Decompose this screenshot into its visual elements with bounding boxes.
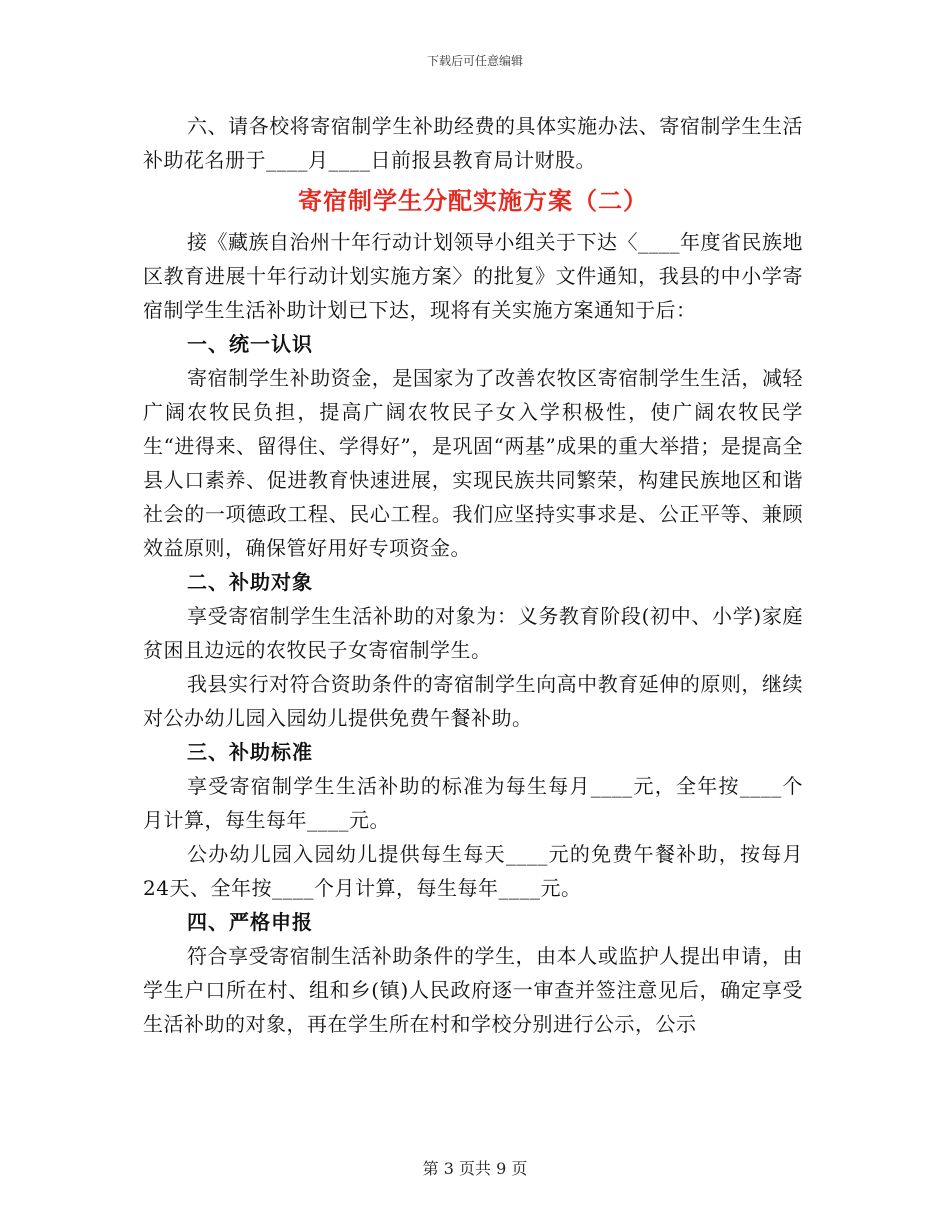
document-body <box>143 109 803 1041</box>
document-title: 寄宿制学生分配实施方案（二） <box>298 186 648 215</box>
paragraph-six: 六、请各校将寄宿制学生补助经费的具体实施办法、寄宿制学生生活补助花名册于____月____日前报县教育局计财股。 <box>143 114 803 172</box>
section-heading-1: 一、统一认识 <box>187 332 313 356</box>
page-header: 下载后可任意编辑 <box>426 54 523 68</box>
section-2-paragraph-b: 我县实行对符合资助条件的寄宿制学生向高中教育延伸的原则，继续对公办幼儿园入园幼儿提供免费午餐补助。 <box>143 672 803 730</box>
page-footer: 第 3 页共 9 页 <box>422 1159 528 1178</box>
section-2-paragraph-a: 享受寄宿制学生生活补助的对象为：义务教育阶段(初中、小学)家庭贫困且边远的农牧民子女寄宿制学生。 <box>143 604 803 662</box>
section-3-paragraph-a: 享受寄宿制学生生活补助的标准为每生每月____元，全年按____个月计算，每生每年____元。 <box>143 774 803 832</box>
section-3-paragraph-b: 公办幼儿园入园幼儿提供每生每天____元的免费午餐补助，按每月24天、全年按____个月计算，每生每年____元。 <box>143 842 803 900</box>
section-heading-4: 四、严格申报 <box>187 910 313 934</box>
section-1-paragraph: 寄宿制学生补助资金，是国家为了改善农牧区寄宿制学生生活，减轻广阔农牧民负担，提高广阔农牧民子女入学积极性，使广阔农牧民学生“进得来、留得住、学得好”，是巩固“两基”成果的重大举措；是提高全县人口素养、促进教育快速进展，实现民族共同繁荣，构建民族地区和谐社会的一项德政工程、民心工程。我们应坚持实事求是、公正平等、兼顾效益原则，确保管好用好专项资金。 <box>143 366 803 560</box>
intro-paragraph: 接《藏族自治州十年行动计划领导小组关于下达〈____年度省民族地区教育进展十年行动计划实施方案〉的批复》文件通知，我县的中小学寄宿制学生生活补助计划已下达，现将有关实施方案通知于后： <box>143 230 803 322</box>
section-heading-3: 三、补助标准 <box>187 740 313 764</box>
section-heading-2: 二、补助对象 <box>187 570 313 594</box>
section-4-paragraph: 符合享受寄宿制生活补助条件的学生，由本人或监护人提出申请，由学生户口所在村、组和乡(镇)人民政府逐一审查并签注意见后，确定享受生活补助的对象，再在学生所在村和学校分别进行公示，公示 <box>143 944 803 1036</box>
